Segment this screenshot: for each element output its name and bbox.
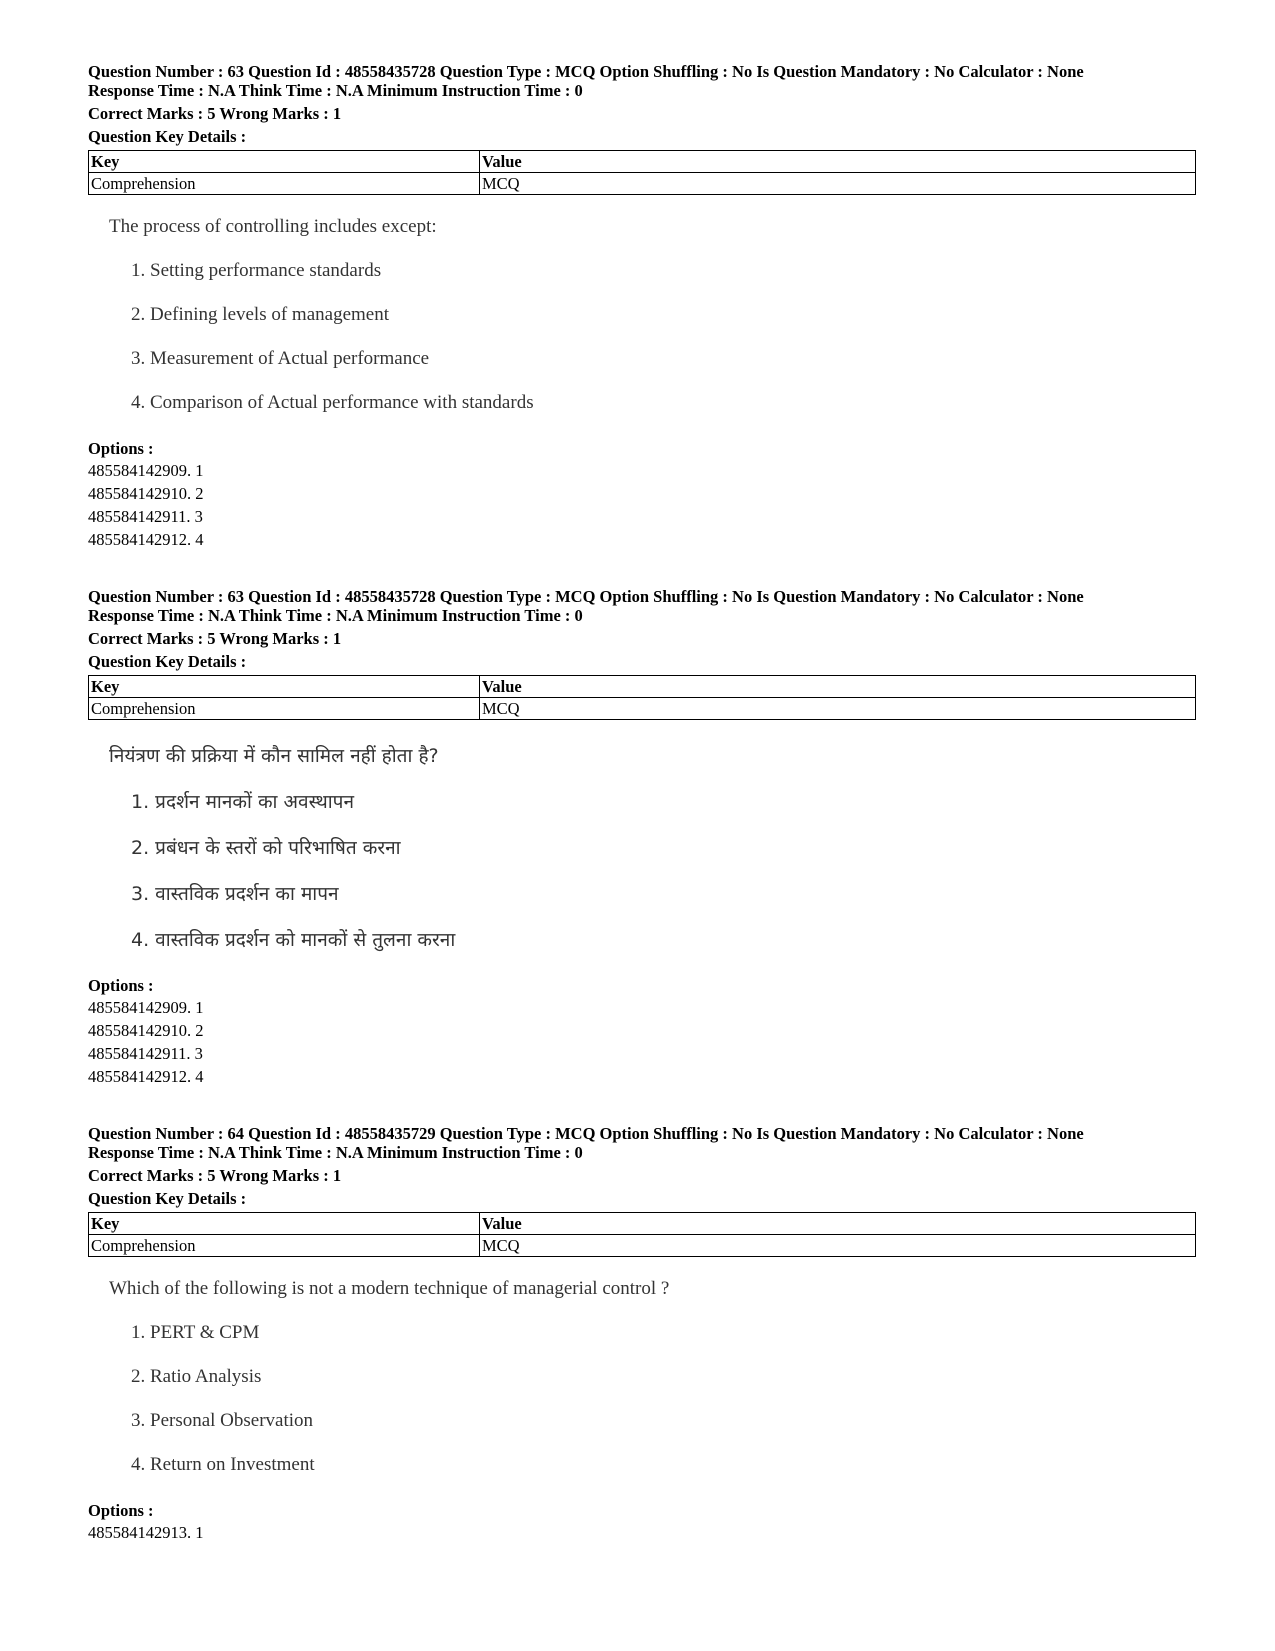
question-meta-line: Question Number : 63 Question Id : 48558435728 Question Type : MCQ Option Shuffling : No Is Question Mandatory : No Calculator : None <box>88 587 1084 606</box>
table-header-cell: Key <box>89 676 480 698</box>
key-details-table <box>88 150 1196 195</box>
question-item: 3. Personal Observation <box>131 1410 314 1431</box>
question-paper <box>88 62 1200 1580</box>
marks-line: Correct Marks : 5 Wrong Marks : 1 <box>88 104 342 123</box>
question-content <box>88 1277 1200 1477</box>
question-item: 1. प्रदर्शन मानकों का अवस्थापन <box>131 791 354 813</box>
option-line: 485584142913. 1 <box>88 1523 204 1542</box>
question-text: Which of the following is not a modern technique of managerial control ? <box>109 1278 670 1299</box>
option-line: 485584142910. 2 <box>88 1021 204 1040</box>
table-cell: Comprehension <box>89 173 480 195</box>
option-line: 485584142910. 2 <box>88 484 204 503</box>
timing-meta-line: Response Time : N.A Think Time : N.A Minimum Instruction Time : 0 <box>88 606 583 625</box>
marks-line: Correct Marks : 5 Wrong Marks : 1 <box>88 1166 342 1185</box>
table-row <box>89 1235 1196 1257</box>
question-block <box>88 62 1200 551</box>
option-line: 485584142912. 4 <box>88 1067 204 1086</box>
table-header-cell: Key <box>89 151 480 173</box>
table-row <box>89 698 1196 720</box>
timing-meta-line: Response Time : N.A Think Time : N.A Minimum Instruction Time : 0 <box>88 1143 583 1162</box>
table-header-row <box>89 151 1196 173</box>
table-cell: Comprehension <box>89 698 480 720</box>
table-header-cell: Key <box>89 1213 480 1235</box>
question-meta-line: Question Number : 63 Question Id : 48558435728 Question Type : MCQ Option Shuffling : No Is Question Mandatory : No Calculator : None <box>88 62 1084 81</box>
key-details-table <box>88 1212 1196 1257</box>
question-meta-line: Question Number : 64 Question Id : 48558435729 Question Type : MCQ Option Shuffling : No Is Question Mandatory : No Calculator : None <box>88 1124 1084 1143</box>
table-header-cell: Value <box>480 151 1196 173</box>
question-item: 3. वास्तविक प्रदर्शन का मापन <box>131 883 339 905</box>
option-line: 485584142909. 1 <box>88 461 204 480</box>
question-item: 2. Ratio Analysis <box>131 1366 262 1387</box>
question-item: 4. वास्तविक प्रदर्शन को मानकों से तुलना करना <box>131 929 456 951</box>
option-line: 485584142912. 4 <box>88 530 204 549</box>
key-details-label: Question Key Details : <box>88 1189 247 1208</box>
question-item: 1. Setting performance standards <box>131 260 382 281</box>
key-details-table <box>88 675 1196 720</box>
question-item: 3. Measurement of Actual performance <box>131 348 430 369</box>
key-details-label: Question Key Details : <box>88 652 247 671</box>
table-header-cell: Value <box>480 1213 1196 1235</box>
table-row <box>89 173 1196 195</box>
option-line: 485584142911. 3 <box>88 1044 203 1063</box>
table-header-row <box>89 1213 1196 1235</box>
options-label: Options : <box>88 976 154 995</box>
question-text: The process of controlling includes except: <box>109 216 437 237</box>
table-header-cell: Value <box>480 676 1196 698</box>
question-item: 2. प्रबंधन के स्तरों को परिभाषित करना <box>131 837 401 859</box>
question-text: नियंत्रण की प्रक्रिया में कौन सामिल नहीं होता है? <box>109 745 439 767</box>
options-label: Options : <box>88 439 154 458</box>
question-block <box>88 1124 1200 1544</box>
options-label: Options : <box>88 1501 154 1520</box>
question-content <box>88 744 1200 952</box>
table-cell: MCQ <box>480 1235 1196 1257</box>
table-cell: MCQ <box>480 698 1196 720</box>
table-cell: Comprehension <box>89 1235 480 1257</box>
question-block <box>88 587 1200 1088</box>
marks-line: Correct Marks : 5 Wrong Marks : 1 <box>88 629 342 648</box>
option-line: 485584142909. 1 <box>88 998 204 1017</box>
question-item: 1. PERT & CPM <box>131 1322 260 1343</box>
key-details-label: Question Key Details : <box>88 127 247 146</box>
table-cell: MCQ <box>480 173 1196 195</box>
table-header-row <box>89 676 1196 698</box>
question-content <box>88 215 1200 415</box>
question-item: 4. Return on Investment <box>131 1454 315 1475</box>
timing-meta-line: Response Time : N.A Think Time : N.A Minimum Instruction Time : 0 <box>88 81 583 100</box>
question-item: 4. Comparison of Actual performance with standards <box>131 392 534 413</box>
option-line: 485584142911. 3 <box>88 507 203 526</box>
question-item: 2. Defining levels of management <box>131 304 390 325</box>
